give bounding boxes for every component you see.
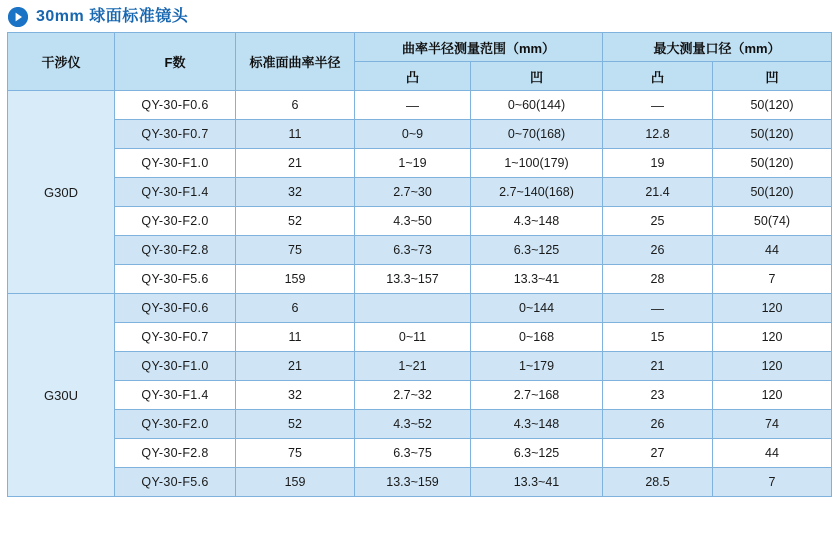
cell-aperture-concave: 7: [713, 468, 832, 497]
cell-range-concave: 4.3~148: [471, 207, 603, 236]
cell-standard-radius: 52: [236, 207, 355, 236]
table-row: [8, 149, 832, 178]
cell-standard-radius: 11: [236, 120, 355, 149]
cell-aperture-concave: 120: [713, 381, 832, 410]
cell-f-number: QY-30-F5.6: [115, 468, 236, 497]
cell-aperture-concave: 44: [713, 236, 832, 265]
cell-range-concave: 2.7~168: [471, 381, 603, 410]
table-row: [8, 120, 832, 149]
cell-range-convex: 13.3~157: [355, 265, 471, 294]
cell-aperture-concave: 50(120): [713, 178, 832, 207]
cell-standard-radius: 159: [236, 468, 355, 497]
cell-range-concave: 13.3~41: [471, 265, 603, 294]
table-row: [8, 265, 832, 294]
col-header-range-convex: 凸: [355, 62, 471, 91]
cell-range-convex: 2.7~32: [355, 381, 471, 410]
cell-f-number: QY-30-F2.0: [115, 207, 236, 236]
cell-standard-radius: 6: [236, 294, 355, 323]
cell-range-convex: 0~9: [355, 120, 471, 149]
table-row: [8, 352, 832, 381]
table-row: [8, 236, 832, 265]
cell-standard-radius: 52: [236, 410, 355, 439]
table-row: [8, 323, 832, 352]
cell-aperture-concave: 50(74): [713, 207, 832, 236]
cell-f-number: QY-30-F1.4: [115, 178, 236, 207]
cell-aperture-convex: 28: [603, 265, 713, 294]
cell-aperture-convex: 28.5: [603, 468, 713, 497]
table-row: [8, 439, 832, 468]
table-row: [8, 207, 832, 236]
cell-f-number: QY-30-F2.0: [115, 410, 236, 439]
cell-range-concave: 1~179: [471, 352, 603, 381]
table-body: [8, 91, 832, 497]
table-head: [8, 33, 832, 91]
col-header-range-concave: 凹: [471, 62, 603, 91]
table-row: [8, 410, 832, 439]
cell-aperture-concave: 7: [713, 265, 832, 294]
cell-standard-radius: 75: [236, 236, 355, 265]
cell-standard-radius: 11: [236, 323, 355, 352]
cell-aperture-convex: 21.4: [603, 178, 713, 207]
cell-range-concave: 6.3~125: [471, 439, 603, 468]
cell-aperture-convex: —: [603, 91, 713, 120]
col-header-radius-range-group: 曲率半径测量范围（mm）: [355, 33, 603, 62]
cell-range-convex: 4.3~50: [355, 207, 471, 236]
cell-range-convex: [355, 294, 471, 323]
cell-range-concave: 0~168: [471, 323, 603, 352]
table-row: [8, 294, 832, 323]
col-header-interferometer: 干涉仪: [8, 33, 115, 91]
cell-f-number: QY-30-F2.8: [115, 439, 236, 468]
cell-aperture-convex: 26: [603, 410, 713, 439]
group-label-g30d: G30D: [8, 91, 115, 294]
cell-range-convex: 13.3~159: [355, 468, 471, 497]
cell-f-number: QY-30-F2.8: [115, 236, 236, 265]
cell-f-number: QY-30-F0.6: [115, 91, 236, 120]
cell-aperture-concave: 50(120): [713, 91, 832, 120]
group-label-g30u: G30U: [8, 294, 115, 497]
cell-aperture-concave: 120: [713, 352, 832, 381]
cell-aperture-concave: 74: [713, 410, 832, 439]
lens-spec-table: [7, 32, 832, 497]
cell-aperture-concave: 120: [713, 294, 832, 323]
table-row: [8, 468, 832, 497]
cell-aperture-concave: 50(120): [713, 149, 832, 178]
cell-f-number: QY-30-F1.0: [115, 149, 236, 178]
section-title: [0, 0, 838, 32]
cell-range-concave: 0~70(168): [471, 120, 603, 149]
cell-standard-radius: 75: [236, 439, 355, 468]
play-circle-icon: [8, 7, 28, 27]
cell-aperture-concave: 44: [713, 439, 832, 468]
cell-aperture-convex: 21: [603, 352, 713, 381]
cell-range-convex: 1~21: [355, 352, 471, 381]
cell-range-convex: 4.3~52: [355, 410, 471, 439]
cell-range-convex: 6.3~73: [355, 236, 471, 265]
col-header-aperture-concave: 凹: [713, 62, 832, 91]
cell-f-number: QY-30-F0.6: [115, 294, 236, 323]
cell-aperture-convex: 25: [603, 207, 713, 236]
cell-f-number: QY-30-F1.4: [115, 381, 236, 410]
page-title: 30mm 球面标准镜头: [36, 7, 189, 25]
cell-standard-radius: 21: [236, 352, 355, 381]
col-header-f-number: F数: [115, 33, 236, 91]
cell-range-convex: 6.3~75: [355, 439, 471, 468]
cell-f-number: QY-30-F5.6: [115, 265, 236, 294]
cell-range-concave: 0~60(144): [471, 91, 603, 120]
cell-aperture-concave: 120: [713, 323, 832, 352]
cell-aperture-concave: 50(120): [713, 120, 832, 149]
table-row: [8, 91, 832, 120]
cell-aperture-convex: —: [603, 294, 713, 323]
cell-standard-radius: 21: [236, 149, 355, 178]
col-header-max-aperture-group: 最大测量口径（mm）: [603, 33, 832, 62]
cell-f-number: QY-30-F0.7: [115, 323, 236, 352]
cell-range-concave: 4.3~148: [471, 410, 603, 439]
cell-range-concave: 0~144: [471, 294, 603, 323]
cell-range-convex: 2.7~30: [355, 178, 471, 207]
cell-f-number: QY-30-F0.7: [115, 120, 236, 149]
cell-range-concave: 13.3~41: [471, 468, 603, 497]
table-row: [8, 178, 832, 207]
col-header-aperture-convex: 凸: [603, 62, 713, 91]
cell-standard-radius: 32: [236, 381, 355, 410]
table-row: [8, 381, 832, 410]
cell-range-convex: 0~11: [355, 323, 471, 352]
cell-range-concave: 6.3~125: [471, 236, 603, 265]
cell-aperture-convex: 19: [603, 149, 713, 178]
cell-aperture-convex: 12.8: [603, 120, 713, 149]
cell-range-convex: 1~19: [355, 149, 471, 178]
cell-range-convex: —: [355, 91, 471, 120]
cell-range-concave: 1~100(179): [471, 149, 603, 178]
cell-standard-radius: 32: [236, 178, 355, 207]
cell-range-concave: 2.7~140(168): [471, 178, 603, 207]
cell-f-number: QY-30-F1.0: [115, 352, 236, 381]
cell-standard-radius: 159: [236, 265, 355, 294]
cell-aperture-convex: 15: [603, 323, 713, 352]
cell-aperture-convex: 23: [603, 381, 713, 410]
col-header-standard-radius: 标准面曲率半径: [236, 33, 355, 91]
cell-aperture-convex: 27: [603, 439, 713, 468]
cell-standard-radius: 6: [236, 91, 355, 120]
cell-aperture-convex: 26: [603, 236, 713, 265]
header-row-top: [8, 33, 832, 62]
